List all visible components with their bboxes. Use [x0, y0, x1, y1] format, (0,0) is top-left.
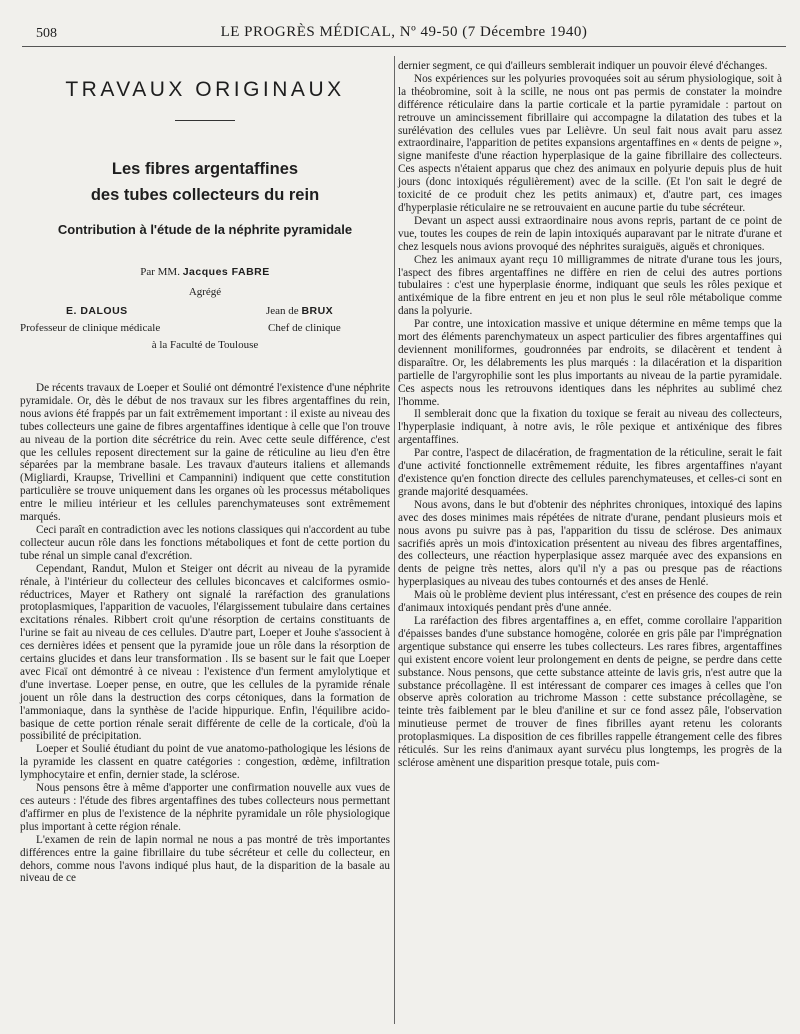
affiliation: à la Faculté de Toulouse	[151, 339, 259, 351]
paragraph: L'examen de rein de lapin normal ne nous a pas montré de très importantes différences entre la gaine fibrillaire du tube sécréteur et celle du collecteur, en dehors, comme nous l'avons indiqué plus haut, de la disparition de la basale au niveau de ce	[20, 833, 390, 885]
paragraph: Nos expériences sur les polyuries provoquées soit au sérum physiologique, soit à la théobromine, soit à la scille, ne nous ont pas permis de constater la moindre différence réticulaire dans la partie corticale et la partie pyramidale : partout on retrouve un amincissement fibrillaire qui accompagne la dilatation des tubes et la surélévation des cellules vues par Lelièvre. Un seul fait nous avait paru assez extraordinaire, l'apparition de petites expansions argentaffines en « dents de peigne », signe manifeste d'une réaction hyperplasique de la gaine fibrillaire des collecteurs. Ces aspects n'étaient apparus que chez des animaux en polyurie depuis plus de huit jours (donc intoxiqués régulièrement) avec de la scille. (Et l'on sait le degré de toxicité de ce produit chez les petits animaux) et, d'autre part, ces images d'hyperplasie réticulaire ne se retrouvaient en aucune partie du tube sécréteur.	[398, 72, 782, 214]
article-title-line-1: Les fibres argentaffines	[111, 160, 299, 178]
paragraph: Il semblerait donc que la fixation du toxique se ferait au niveau des collecteurs, l'hyperplasie indiquant, à notre avis, le rôle pexique et antixénique des fibres argentaffines.	[398, 408, 782, 447]
paragraph: Mais où le problème devient plus intéressant, c'est en présence des coupes de rein d'animaux intoxiqués pendant près d'une année.	[398, 589, 782, 615]
page-header	[22, 22, 786, 44]
article-title	[20, 156, 390, 208]
paragraph: Par contre, une intoxication massive et unique détermine en même temps que la mort des éléments parenchymateux un aspect particulier des fibres argentaffines qui deviennent moniliformes, goudronnées par endroits, se dilacèrent et tendent à disparaître. Or, les délabrements les plus marqués : la dilacération et la disparition partielle de l'argyrophilie sont les plus importants au niveau de la partie pyramidale. Ces aspects nous les retrouvons identiques dans les néphrites au sublimé chez l'homme.	[398, 318, 782, 408]
paragraph: Loeper et Soulié étudiant du point de vue anatomo-pathologique les lésions de la pyramide les classent en quatre catégories : congestion, œdème, infiltration lymphocytaire et enfin, dernier stade, la sclérose.	[20, 743, 390, 782]
paragraph: Devant un aspect aussi extraordinaire nous avons repris, partant de ce point de vue, toutes les coupes de rein de lapin intoxiqués auparavant par le nitrate d'urane et chez lesquels nous avions provoqué des néphrites suraiguës, aiguës et chroniques.	[398, 214, 782, 253]
author-1-name: Jacques FABRE	[182, 266, 270, 278]
section-title: TRAVAUX ORIGINAUX	[65, 78, 345, 101]
byline-first-author	[20, 266, 390, 278]
author-3-prefix: Jean de	[266, 305, 299, 317]
author-3-name	[266, 305, 386, 317]
column-divider	[394, 56, 395, 1024]
author-2-name: E. DALOUS	[66, 305, 128, 317]
running-head: LE PROGRÈS MÉDICAL, Nº 49-50 (7 Décembre 1940)	[220, 24, 588, 40]
paragraph: Chez les animaux ayant reçu 10 milligrammes de nitrate d'urane tous les jours, l'aspect des fibres argentaffines ne diffère en rien de celui des autres portions tubulaires : c'est une hyperplasie énorme, indiquant que seuls les rôles pexique et antixémique de la fibre entrent en jeu et non plus le seul rôle métabolique comme dans la polyurie.	[398, 253, 782, 318]
title-rule	[175, 120, 235, 121]
paragraph: La raréfaction des fibres argentaffines a, en effet, comme corollaire l'apparition d'épaisses bandes d'une substance homogène, colorée en gris pâle par l'imprégnation argentique substance qui enserre les tubes collecteurs. Les rares fibres, argentaffines qui existent encore voient leur prolongement en dents de peigne, se perdre dans cette substance. Nous pensons, que cette substance atteinte de lavis gris, n'est autre que la substance précollagène. Il est intéressant de comparer ces images à celles que l'on observe après coloration au trichrome Masson : cette substance précollagène, se teinte très faiblement par le bleu d'aniline et sur ce fond assez pâle, l'observation minutieuse permet de trouver de fines fibrilles ayant retenu les colorants protoplasmiques. La disposition de ces fibrilles rappelle étrangement celle des fibres réticulés. Sur les reins d'animaux ayant survécu plus longtemps, les progrès de la sclérose amènent une disparition presque totale, puis com-	[398, 614, 782, 769]
header-rule	[22, 46, 786, 47]
author-3-surname: BRUX	[301, 305, 334, 317]
page-number: 508	[36, 26, 57, 41]
paragraph: De récents travaux de Loeper et Soulié ont démontré l'existence d'une néphrite pyramidale. Or, dès le début de nos travaux sur les fibres argentaffines du rein, nous avions été frappés par un fait extrêmement important : il existe au niveau des tubes collecteurs une gaine de fibres argentaffines identique à celle que l'on trouve au niveau de la portion dite sécrétrice du rein. Avec cette seule différence, c'est que les cellules reposent directement sur la gaine de réticuline au lieu d'en être séparées par la membrane basale. Les travaux d'auteurs italiens et allemands (Migliardi, Kraupse, Trivellini et Campannini) indiquent que cette constitution particulière se trouve uniquement dans les organes où les processus métaboliques entre le milieu intérieur et les cellules parenchymateuses sont extrêmement marqués.	[20, 382, 390, 524]
paragraph: Par contre, l'aspect de dilacération, de fragmentation de la réticuline, serait le fait d'une activité fonctionnelle extrêmement réduite, les fibres argentaffines n'ayant d'existence qu'en fonction directe des cellules parenchymateuses, et celles-ci sont en grande majorité desquamées.	[398, 447, 782, 498]
author-3-title: Chef de clinique	[268, 322, 341, 334]
right-column-body	[398, 60, 782, 770]
author-1-title: Agrégé	[188, 286, 222, 298]
article-title-line-2: des tubes collecteurs du rein	[90, 186, 320, 204]
paragraph: Ceci paraît en contradiction avec les notions classiques qui n'accordent au tube collecteur aucun rôle dans les fonctions métaboliques et font de cette portion du tube rénal un simple canal d'excrétion.	[20, 523, 390, 562]
article-subtitle: Contribution à l'étude de la néphrite pyramidale	[57, 222, 353, 237]
author-2-title: Professeur de clinique médicale	[20, 322, 161, 334]
paragraph: Cependant, Randut, Mulon et Steiger ont décrit au niveau de la pyramide rénale, à l'intérieur du collecteur des cellules biconcaves et calciformes osmio-réductrices, Mayer et Rathery ont signalé la raréfaction des granulations protoplasmiques, l'apparition de vacuoles, l'élargissement tubulaire dans certaines excitations rénales. Ribbert croit qu'une résorption de certains constituants de l'urine se fait au niveau de ces cellules. D'autre part, Loeper et Jouhe s'associent à ces dernières idées et pensent que la pyramide joue un rôle dans la résorption de certains glucides et dans leur transformation . Ils se basent sur le fait que Loeper avec Ficaï ont démontré à ce niveau : l'existence d'un ferment amylolytique et d'une invertase. Loeper pense, en outre, que les cellules de la pyramide rénale jouent un rôle dans la destruction des corps cétoniques, dans la formation de l'ammoniaque, dans la synthèse de l'acide hippurique. Enfin, l'équilibre acido-basique de cette portion rénale serait différente de celle de la corticale, d'où la possibilité de précipitation.	[20, 562, 390, 743]
paragraph: dernier segment, ce qui d'ailleurs semblerait indiquer un pouvoir élevé d'échanges.	[398, 60, 768, 72]
paragraph: Nous avons, dans le but d'obtenir des néphrites chroniques, intoxiqué des lapins avec des doses minimes mais répétées de nitrate d'urane, pendant plusieurs mois et nous avons pu suivre pas à pas, l'apparition du tissu de sclérose. Des animaux sacrifiés après un mois d'intoxication présentent au niveau des fibres argentaffines, des collecteurs, une réaction hyperplasique assez marquée avec des expansions en dents de peigne très nettes, alors qu'il n'y a pas ou presque pas de réactions hyperplasiques au niveau des tubes contournés et des anses de Henlé.	[398, 498, 782, 589]
left-column-body	[20, 382, 390, 885]
byline-par: Par MM.	[140, 266, 180, 278]
paragraph: Nous pensons être à même d'apporter une confirmation nouvelle aux vues de ces auteurs : l'étude des fibres argentaffines des tubes collecteurs nous permettant d'affirmer en plus de l'existence de la néphrite pyramidale un rôle physiologique plus important à cette région rénale.	[20, 782, 390, 833]
